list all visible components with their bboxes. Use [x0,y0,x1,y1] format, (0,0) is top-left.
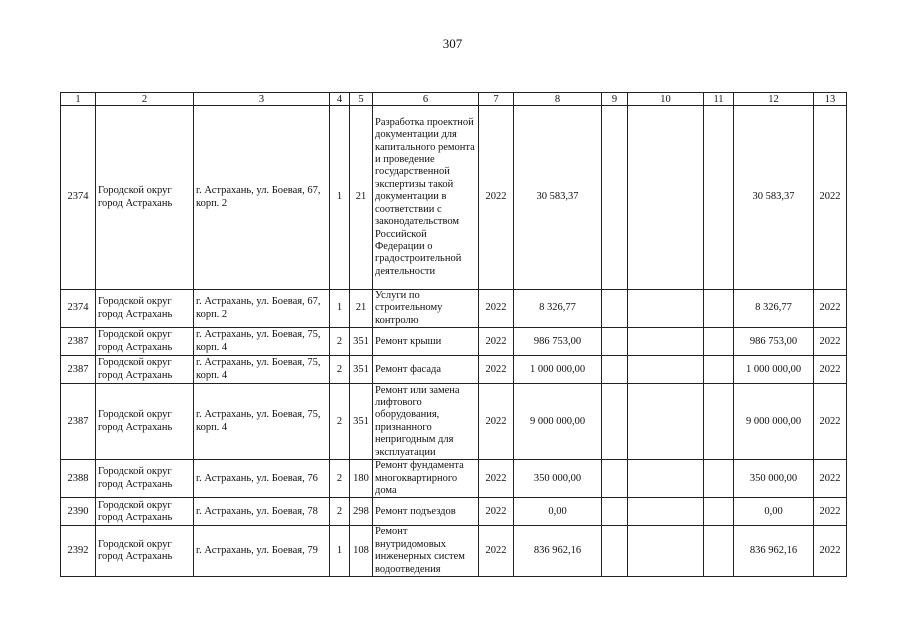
table-row [61,356,847,384]
column-header: 12 [734,93,814,106]
col11-cell [704,460,734,498]
row-number-cell: 2387 [61,384,96,460]
col5-cell: 180 [350,460,373,498]
capital-repair-table [60,92,847,577]
column-header: 5 [350,93,373,106]
row-number-cell: 2374 [61,290,96,328]
address-cell: г. Астрахань, ул. Боевая, 67, корп. 2 [194,106,330,290]
col5-cell: 351 [350,328,373,356]
address-cell: г. Астрахань, ул. Боевая, 78 [194,498,330,526]
col9-cell [602,384,628,460]
col11-cell [704,526,734,577]
col10-cell [628,384,704,460]
table-body [61,106,847,577]
municipality-cell: Городской округ город Астрахань [96,356,194,384]
col12-cost-cell: 9 000 000,00 [734,384,814,460]
col4-cell: 2 [330,328,350,356]
municipality-cell: Городской округ город Астрахань [96,106,194,290]
col5-cell: 351 [350,356,373,384]
col13-year-cell: 2022 [814,460,847,498]
total-cost-cell: 986 753,00 [514,328,602,356]
row-number-cell: 2374 [61,106,96,290]
total-cost-cell: 350 000,00 [514,460,602,498]
table-row [61,328,847,356]
col12-cost-cell: 350 000,00 [734,460,814,498]
total-cost-cell: 8 326,77 [514,290,602,328]
col5-cell: 298 [350,498,373,526]
col9-cell [602,460,628,498]
year-cell: 2022 [479,106,514,290]
column-header: 6 [373,93,479,106]
col13-year-cell: 2022 [814,106,847,290]
col4-cell: 1 [330,106,350,290]
row-number-cell: 2387 [61,356,96,384]
work-type-cell: Ремонт фасада [373,356,479,384]
work-type-cell: Ремонт или замена лифтового оборудования, признанного непригодным для эксплуатации [373,384,479,460]
address-cell: г. Астрахань, ул. Боевая, 75, корп. 4 [194,384,330,460]
col5-cell: 21 [350,290,373,328]
col4-cell: 2 [330,356,350,384]
col11-cell [704,356,734,384]
col10-cell [628,356,704,384]
year-cell: 2022 [479,328,514,356]
col12-cost-cell: 8 326,77 [734,290,814,328]
work-type-cell: Ремонт крыши [373,328,479,356]
col13-year-cell: 2022 [814,526,847,577]
address-cell: г. Астрахань, ул. Боевая, 79 [194,526,330,577]
table-row [61,526,847,577]
col13-year-cell: 2022 [814,356,847,384]
municipality-cell: Городской округ город Астрахань [96,290,194,328]
col9-cell [602,290,628,328]
table-row [61,106,847,290]
col11-cell [704,498,734,526]
col4-cell: 2 [330,460,350,498]
row-number-cell: 2387 [61,328,96,356]
row-number-cell: 2388 [61,460,96,498]
column-header: 4 [330,93,350,106]
col10-cell [628,106,704,290]
col10-cell [628,290,704,328]
address-cell: г. Астрахань, ул. Боевая, 75, корп. 4 [194,356,330,384]
table-row [61,460,847,498]
municipality-cell: Городской округ город Астрахань [96,526,194,577]
year-cell: 2022 [479,384,514,460]
address-cell: г. Астрахань, ул. Боевая, 75, корп. 4 [194,328,330,356]
table-row [61,290,847,328]
col9-cell [602,106,628,290]
year-cell: 2022 [479,290,514,328]
column-header: 1 [61,93,96,106]
col4-cell: 1 [330,290,350,328]
col11-cell [704,384,734,460]
col12-cost-cell: 1 000 000,00 [734,356,814,384]
col13-year-cell: 2022 [814,498,847,526]
col12-cost-cell: 0,00 [734,498,814,526]
column-header: 11 [704,93,734,106]
col10-cell [628,328,704,356]
column-header: 2 [96,93,194,106]
col12-cost-cell: 986 753,00 [734,328,814,356]
col13-year-cell: 2022 [814,290,847,328]
total-cost-cell: 0,00 [514,498,602,526]
column-header: 7 [479,93,514,106]
col4-cell: 2 [330,498,350,526]
table-row [61,498,847,526]
year-cell: 2022 [479,498,514,526]
year-cell: 2022 [479,356,514,384]
col9-cell [602,526,628,577]
work-type-cell: Разработка проектной документации для капитального ремонта и проведение государственной экспертизы такой документации в соответствии с законодательством Российской Федерации о градостроительной деятельности [373,106,479,290]
col10-cell [628,526,704,577]
total-cost-cell: 9 000 000,00 [514,384,602,460]
column-header: 13 [814,93,847,106]
work-type-cell: Ремонт подъездов [373,498,479,526]
column-header: 9 [602,93,628,106]
row-number-cell: 2392 [61,526,96,577]
col5-cell: 21 [350,106,373,290]
col9-cell [602,498,628,526]
total-cost-cell: 1 000 000,00 [514,356,602,384]
municipality-cell: Городской округ город Астрахань [96,460,194,498]
header-row [61,93,847,106]
work-type-cell: Ремонт внутридомовых инженерных систем водоотведения [373,526,479,577]
year-cell: 2022 [479,526,514,577]
column-header: 3 [194,93,330,106]
col13-year-cell: 2022 [814,328,847,356]
address-cell: г. Астрахань, ул. Боевая, 76 [194,460,330,498]
municipality-cell: Городской округ город Астрахань [96,498,194,526]
row-number-cell: 2390 [61,498,96,526]
col11-cell [704,328,734,356]
page-number: 307 [442,36,463,51]
address-cell: г. Астрахань, ул. Боевая, 67, корп. 2 [194,290,330,328]
column-header: 10 [628,93,704,106]
col9-cell [602,356,628,384]
work-type-cell: Услуги по строительному контролю [373,290,479,328]
year-cell: 2022 [479,460,514,498]
municipality-cell: Городской округ город Астрахань [96,328,194,356]
col4-cell: 1 [330,526,350,577]
col9-cell [602,328,628,356]
column-header: 8 [514,93,602,106]
col5-cell: 351 [350,384,373,460]
work-type-cell: Ремонт фундамента многоквартирного дома [373,460,479,498]
col4-cell: 2 [330,384,350,460]
col11-cell [704,290,734,328]
col5-cell: 108 [350,526,373,577]
total-cost-cell: 30 583,37 [514,106,602,290]
municipality-cell: Городской округ город Астрахань [96,384,194,460]
col12-cost-cell: 836 962,16 [734,526,814,577]
col12-cost-cell: 30 583,37 [734,106,814,290]
col10-cell [628,498,704,526]
col11-cell [704,106,734,290]
col13-year-cell: 2022 [814,384,847,460]
total-cost-cell: 836 962,16 [514,526,602,577]
table-row [61,384,847,460]
col10-cell [628,460,704,498]
